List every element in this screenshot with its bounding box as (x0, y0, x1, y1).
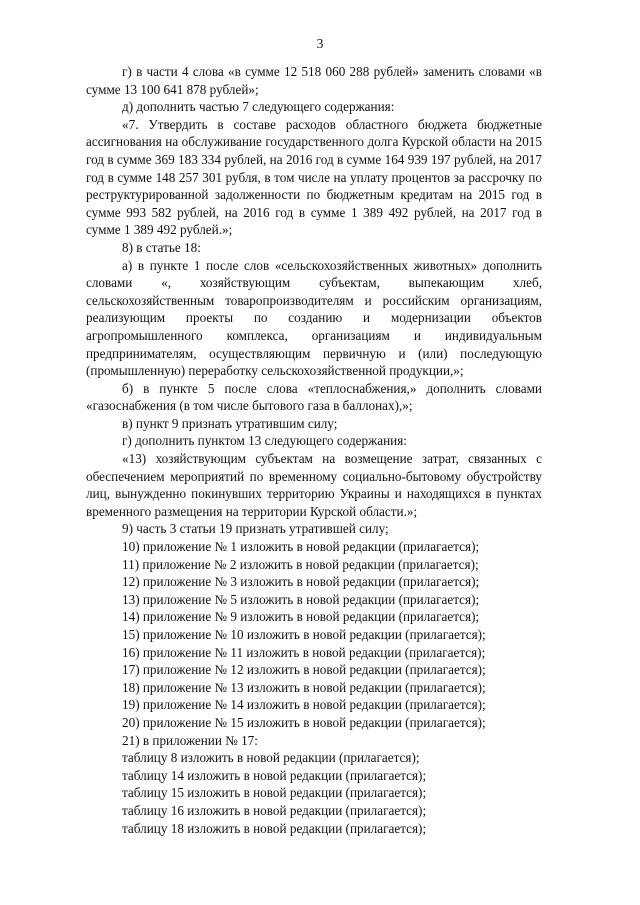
list-item: 20) приложение № 15 изложить в новой редакции (прилагается); (122, 714, 486, 730)
page-number: 3 (316, 36, 324, 51)
document-body (86, 63, 542, 837)
list-item: 12) приложение № 3 изложить в новой редакции (прилагается); (122, 574, 480, 590)
list-item: 19) приложение № 14 изложить в новой редакции (прилагается); (122, 697, 486, 713)
list-item: 21) в приложении № 17: (122, 732, 258, 748)
list-item: 10) приложение № 1 изложить в новой редакции (прилагается); (122, 539, 480, 555)
list-item: таблицу 15 изложить в новой редакции (прилагается); (122, 785, 427, 801)
list-item: 16) приложение № 11 изложить в новой редакции (прилагается); (122, 644, 486, 660)
paragraph: 8) в статье 18: (122, 239, 201, 255)
list-item: таблицу 16 изложить в новой редакции (прилагается); (122, 802, 427, 818)
list-item: таблицу 8 изложить в новой редакции (прилагается); (122, 750, 420, 766)
list-item: таблицу 14 изложить в новой редакции (прилагается); (122, 767, 427, 783)
list-item: 13) приложение № 5 изложить в новой редакции (прилагается); (122, 591, 480, 607)
paragraph: д) дополнить частью 7 следующего содержания: (122, 99, 395, 115)
list-item: 17) приложение № 12 изложить в новой редакции (прилагается); (122, 662, 486, 678)
list-item: 9) часть 3 статьи 19 признать утратившей силу; (122, 521, 389, 537)
list-item: 14) приложение № 9 изложить в новой редакции (прилагается); (122, 609, 480, 625)
list-item: таблицу 18 изложить в новой редакции (прилагается); (122, 820, 427, 836)
paragraph: «13) хозяйствующим субъектам на возмещение затрат, связанных с обеспечением мероприятий по временному социально-бытовому обустройству лиц, вынужденно покинувших территорию Украины и находящихся в пунктах временного размещения на территории Курской области.»; (86, 451, 542, 519)
paragraph: г) дополнить пунктом 13 следующего содержания: (122, 433, 407, 449)
list-item: 18) приложение № 13 изложить в новой редакции (прилагается); (122, 679, 486, 695)
paragraph: «7. Утвердить в составе расходов областного бюджета бюджетные ассигнования на обслуживание государственного долга Курской области на 2015 год в сумме 369 183 334 рублей, на 2016 год в сумме 164 939 197 рублей, на 2017 год в сумме 148 257 301 рубля, в том числе на уплату процентов за рассрочку по реструктурированной задолженности по бюджетным кредитам на 2015 год в сумме 993 582 рублей, на 2016 год в сумме 1 389 492 рублей, на 2017 год в сумме 1 389 492 рублей.»; (86, 116, 542, 238)
paragraph: г) в части 4 слова «в сумме 12 518 060 288 рублей» заменить словами «в сумме 13 100 641 878 рублей»; (86, 64, 542, 97)
list-item: 11) приложение № 2 изложить в новой редакции (прилагается); (122, 556, 479, 572)
list-item: 15) приложение № 10 изложить в новой редакции (прилагается); (122, 627, 486, 642)
paragraph: а) в пункте 1 после слов «сельскохозяйственных животных» дополнить словами «, хозяйствующим субъектам, выпекающим хлеб, сельскохозяйственным товаропроизводителям и российским организациям, реализующим проекты по созданию и модернизации объектов агропромышленного комплекса, организациям и индивидуальным предпринимателям, осуществляющим первичную и (или) последующую (промышленную) переработку сельскохозяйственной продукции,»; (86, 257, 542, 379)
paragraph: в) пункт 9 признать утратившим силу; (122, 415, 338, 431)
paragraph: б) в пункте 5 после слова «теплоснабжения,» дополнить словами «газоснабжения (в том числе бытового газа в баллонах),»; (86, 380, 542, 414)
